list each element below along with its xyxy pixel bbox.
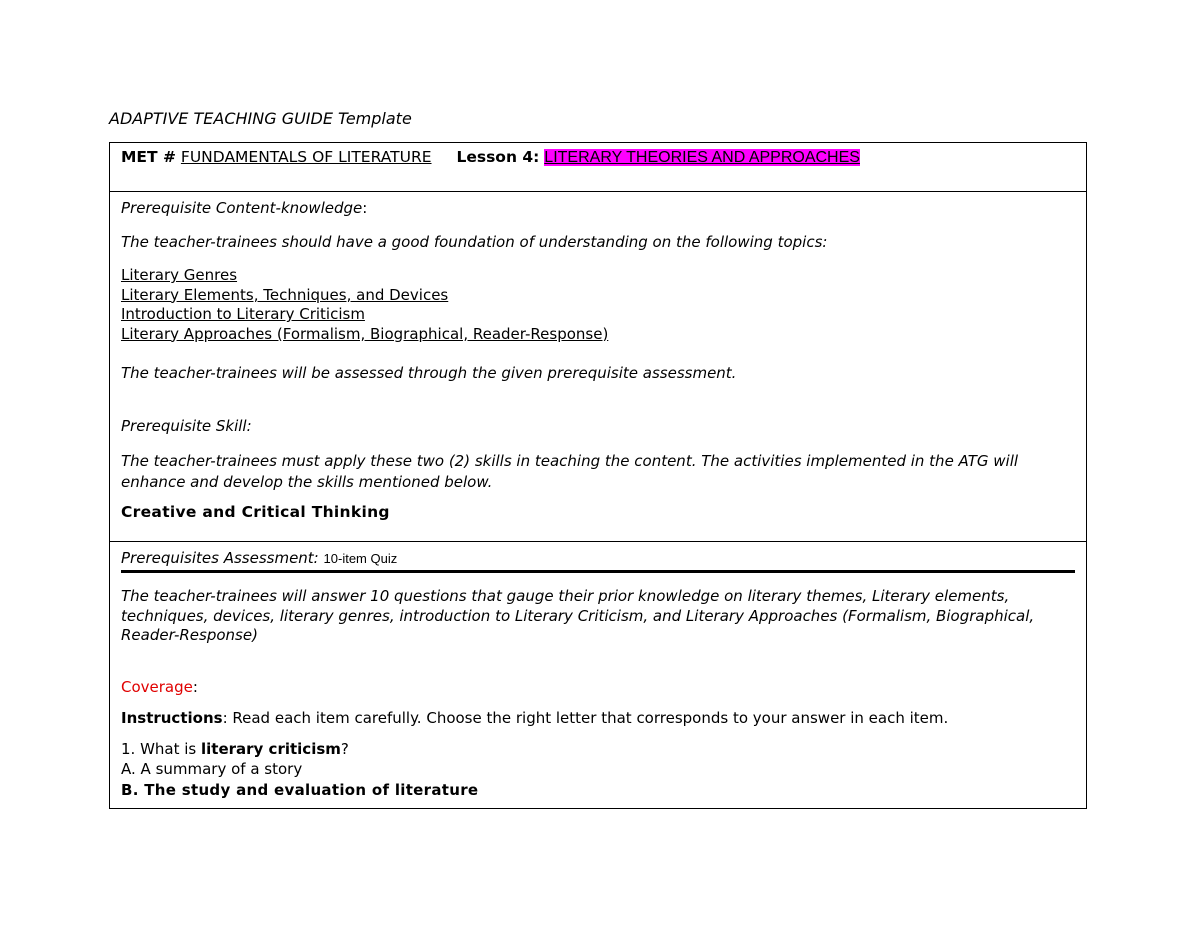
assessment-description: The teacher-trainees will answer 10 questions that gauge their prior knowledge on literary themes, Literary elements, techniques, devices, literary genres, introduction to Literary Criticism, and Literary Approaches (Formalism, Biographical, Reader-Response)	[121, 587, 1035, 644]
coverage-label: Coverage:	[121, 677, 198, 696]
skill-text: The teacher-trainees must apply these two (2) skills in teaching the content. The activities implemented in the ATG will enhance and develop the skills mentioned below.	[121, 452, 1019, 491]
prerequisite-cell	[110, 192, 1087, 542]
assessment-cell	[110, 542, 1087, 809]
skill-label: Prerequisite Skill:	[121, 417, 252, 435]
topic-item: Literary Elements, Techniques, and Devices	[121, 285, 449, 304]
question-1	[121, 739, 1075, 801]
instructions-label: Instructions	[121, 708, 223, 727]
document-title: ADAPTIVE TEACHING GUIDE Template	[109, 109, 412, 128]
question-1-stem: 1. What is literary criticism?	[121, 739, 349, 758]
lesson-label: Lesson 4:	[456, 148, 540, 166]
content-intro: The teacher-trainees should have a good foundation of understanding on the following topics:	[121, 233, 828, 251]
met-label: MET #	[121, 148, 176, 166]
topic-item: Literary Approaches (Formalism, Biographical, Reader-Response)	[121, 324, 609, 343]
assessment-label: Prerequisites Assessment:	[121, 549, 319, 567]
question-1-option-a: A. A summary of a story	[121, 760, 303, 778]
course-title: FUNDAMENTALS OF LITERATURE	[180, 148, 432, 166]
instructions-text: : Read each item carefully. Choose the right letter that corresponds to your answer in each item.	[222, 708, 949, 727]
skills-heading: Creative and Critical Thinking	[121, 503, 390, 521]
header-cell	[110, 143, 1087, 192]
topic-item: Literary Genres	[121, 266, 238, 284]
content-knowledge-label: Prerequisite Content-knowledge:	[121, 199, 368, 217]
question-1-option-b: B. The study and evaluation of literature	[121, 780, 479, 799]
lesson-title: LITERARY THEORIES AND APPROACHES	[544, 149, 860, 166]
topic-list	[121, 266, 1075, 344]
met-line	[121, 148, 1075, 167]
assessment-row	[110, 542, 1087, 809]
header-row	[110, 143, 1087, 192]
assessment-type: 10-item Quiz	[323, 551, 398, 566]
atg-table	[109, 142, 1087, 809]
prerequisite-row	[110, 192, 1087, 542]
section-divider	[121, 570, 1075, 573]
assessment-label-line	[121, 549, 1075, 567]
topic-item: Introduction to Literary Criticism	[121, 305, 365, 323]
assessed-note: The teacher-trainees will be assessed through the given prerequisite assessment.	[121, 364, 737, 382]
instructions	[121, 709, 1075, 727]
